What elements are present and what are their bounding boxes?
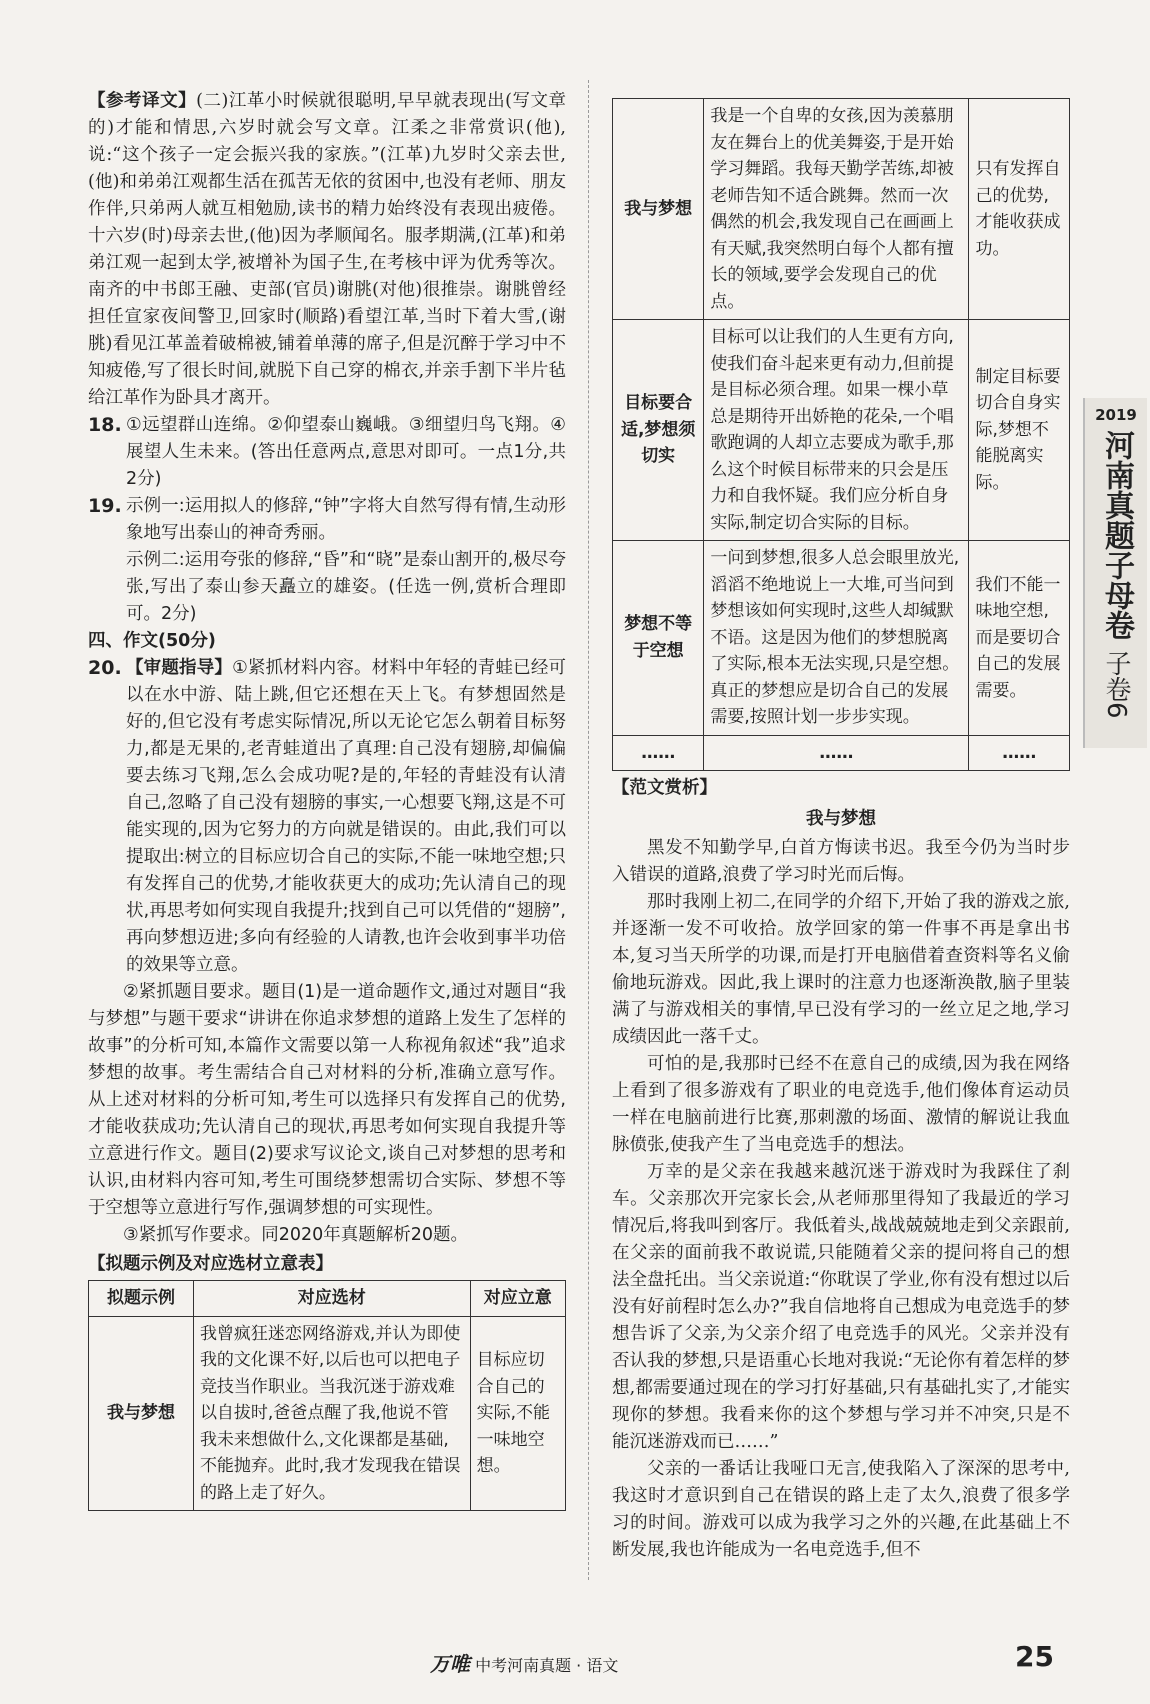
table-row: 梦想不等于空想 一问到梦想,很多人总会眼里放光,滔滔不绝地说上一大堆,可当问到梦想该如何实现时,这些人却缄默不语。这是因为他们的梦想脱离了实际,根本无法实现,只是空想。真正的梦想应是切合自己的发展需要,按照计划一步步实现。 我们不能一味地空想,而是要切合自己的发展需要。 [613,541,1070,736]
reference-translation: 【参考译文】(二)江革小时候就很聪明,早早就表现出(写文章的)才能和情思,六岁时就会写文章。江柔之非常赏识(他),说:“这个孩子一定会振兴我的家族。”(江革)九岁时父亲去世,(他)和弟弟江观都生活在孤苦无依的贫困中,也没有老师、朋友作伴,只弟两人就互相勉励,读书的精力始终没有表现出疲倦。十六岁(时)母亲去世,(他)因为孝顺闻名。服孝期满,(江革)和弟弟江观一起到太学,被增补为国子生,在考核中评为优秀等次。南齐的中书郎王融、吏部(官员)谢朓(对他)很推崇。谢朓曾经担任宣家夜间警卫,回家时(顺路)看望江革,当时下着大雪,(谢朓)看见江革盖着破棉被,铺着单薄的席子,但是沉醉于学习中不知疲倦,写了很长时间,就脱下自己穿的棉衣,并亲手割下半片毡给江革作为卧具才离开。 [88,91,567,408]
answer-20: 20. 【审题指导】①紧抓材料内容。材料中年轻的青蛙已经可以在水中游、陆上跳,但它还想在天上飞。有梦想固然是好的,但它没有考虑实际情况,所以无论它怎么朝着目标努力,都是无果的,老青蛙道出了真理:自己没有翅膀,却偏偏要去练习飞翔,怎么会成功呢?是的,年轻的青蛙没有认清自己,忽略了自己没有翅膀的事实,一心想要飞翔,这是不可能实现的,因为它努力的方向就是错误的。由此,我们可以提取出:树立的目标应切合自己的实际,不能一味地空想;只有发挥自己的优势,才能收获更大的成功;先认清自己的现状,再思考如何实现自我提升;找到自己可以凭借的“翅膀”,再向梦想迈进;多向有经验的人请教,也许会收到事半功倍的效果等立意。 [88,657,566,975]
guide-paragraph-2: ②紧抓题目要求。题目(1)是一道命题作文,通过对题目“我与梦想”与题干要求“讲讲在你追求梦想的道路上发生了怎样的故事”的分析可知,本篇作文需要以第一人称视角叙述“我”追求梦想的故事。考生需结合自己对材料的分析,准确立意写作。从上述对材料的分析可知,考生可以选择只有发挥自己的优势,才能收获成功;先认清自己的现状,再思考如何实现自我提升等立意进行作文。题目(2)要求写议论文,谈自己对梦想的思考和认识,由材料内容可知,考生可围绕梦想需切合实际、梦想不等于空想等立意进行写作,强调梦想的可实现性。 [88,982,566,1218]
table-row: 我与梦想 我曾疯狂迷恋网络游戏,并认为即使我的文化课不好,以后也可以把电子竞技当作职业。当我沉迷于游戏难以自拔时,爸爸点醒了我,他说不管我未来想做什么,文化课都是基础,不能抛弃。此时,我才发现我在错误的路上走了好久。 目标应切合自己的实际,不能一味地空想。 [89,1316,566,1511]
footer-text: 中考河南真题 · 语文 [475,1656,619,1675]
essay-paragraph: 父亲的一番话让我哑口无言,使我陷入了深深的思考中,我这时才意识到自己在错误的路上走了太久,浪费了很多学习的时间。游戏可以成为我学习之外的兴趣,在此基础上不断发展,我也许能成为一名电竞选手,但不 [612,1459,1070,1560]
essay-label: 【范文赏析】 [612,778,717,798]
table-header: 拟题示例 [89,1281,194,1317]
page-number: 25 [1015,1640,1054,1673]
footer [430,1648,618,1677]
essay-paragraph: 黑发不知勤学早,白首方悔读书迟。我至今仍为当时步入错误的道路,浪费了学习时光而后悔。 [612,838,1070,885]
essay-paragraph: 万幸的是父亲在我越来越沉迷于游戏时为我踩住了刹车。父亲那次开完家长会,从老师那里得知了我最近的学习情况后,将我叫到客厅。我低着头,战战兢兢地走到父亲跟前,在父亲的面前我不敢说谎,只能随着父亲的提问将自己的想法全盘托出。当父亲说道:“你耽误了学业,你有没有想过以后没有好前程时怎么办?”我自信地将自己想成为电竞选手的梦想告诉了父亲,为父亲介绍了电竞选手的风光。父亲并没有否认我的梦想,只是语重心长地对我说:“无论你有着怎样的梦想,都需要通过现在的学习打好基础,只有基础扎实了,才能实现你的梦想。我看来你的这个梦想与学习并不冲突,只是不能沉迷游戏而已……” [612,1162,1070,1452]
side-tab-title: 河南真题子母卷 [1099,430,1134,640]
table-row: …… …… …… [613,735,1070,771]
essay-paragraph: 可怕的是,我那时已经不在意自己的成绩,因为我在网络上看到了很多游戏有了职业的电竞选手,他们像体育运动员一样在电脑前进行比赛,那刺激的场面、激情的解说让我血脉偾张,使我产生了当电竞选手的想法。 [612,1054,1070,1155]
essay-paragraph: 那时我刚上初二,在同学的介绍下,开始了我的游戏之旅,并逐渐一发不可收拾。放学回家的第一件事不再是拿出书本,复习当天所学的功课,而是打开电脑借着查资料等名义偷偷地玩游戏。因此,我上课时的注意力也逐渐涣散,脑子里装满了与游戏相关的事情,早已没有学习的一丝立足之地,学习成绩因此一落千丈。 [612,892,1070,1047]
table-row: 我与梦想 我是一个自卑的女孩,因为羡慕朋友在舞台上的优美舞姿,于是开始学习舞蹈。我每天勤学苦练,却被老师告知不适合跳舞。然而一次偶然的机会,我发现自己在画画上有天赋,我突然明白每个人都有擅长的领域,要学会发现自己的优点。 只有发挥自己的优势,才能收获成功。 [613,99,1070,320]
answer-19: 19. 示例一:运用拟人的修辞,“钟”字将大自然写得有情,生动形象地写出泰山的神奇秀丽。 示例二:运用夸张的修辞,“昏”和“晓”是泰山割开的,极尽夸张,写出了泰山参天矗立的雄姿。(任选一例,赏析合理即可。2分) [88,495,566,624]
table-header: 对应立意 [470,1281,565,1317]
table-header: 对应选材 [193,1281,470,1317]
essay-title: 我与梦想 [806,809,876,829]
brand-logo: 万唯 [430,1652,470,1676]
answer-18: 18. ①远望群山连绵。②仰望泰山巍峨。③细望归鸟飞翔。④展望人生未来。(答出任意两点,意思对即可。一点1分,共2分) [88,414,566,489]
left-column [88,88,566,1511]
guide-paragraph-3: ③紧抓写作要求。同2020年真题解析20题。 [123,1225,468,1245]
side-tab-sub: 子卷6 [1101,650,1131,719]
side-tab-year: 2019 [1095,406,1137,424]
topic-table-continued [612,98,1070,771]
section-heading: 四、作文(50分) [88,631,216,651]
table-row: 目标要合适,梦想须切实 目标可以让我们的人生更有方向,使我们奋斗起来更有动力,但前提是目标必须合理。如果一棵小草总是期待开出娇艳的花朵,一个唱歌跑调的人却立志要成为歌手,那么这个时候目标带来的只会是压力和自我怀疑。我们应分析自身实际,制定切合实际的目标。 制定目标要切合自身实际,梦想不能脱离实际。 [613,320,1070,541]
side-tab [1083,398,1147,748]
right-column [612,98,1070,1564]
table-caption: 【拟题示例及对应选材立意表】 [88,1254,333,1274]
column-divider [588,80,589,1580]
topic-table [88,1280,566,1511]
